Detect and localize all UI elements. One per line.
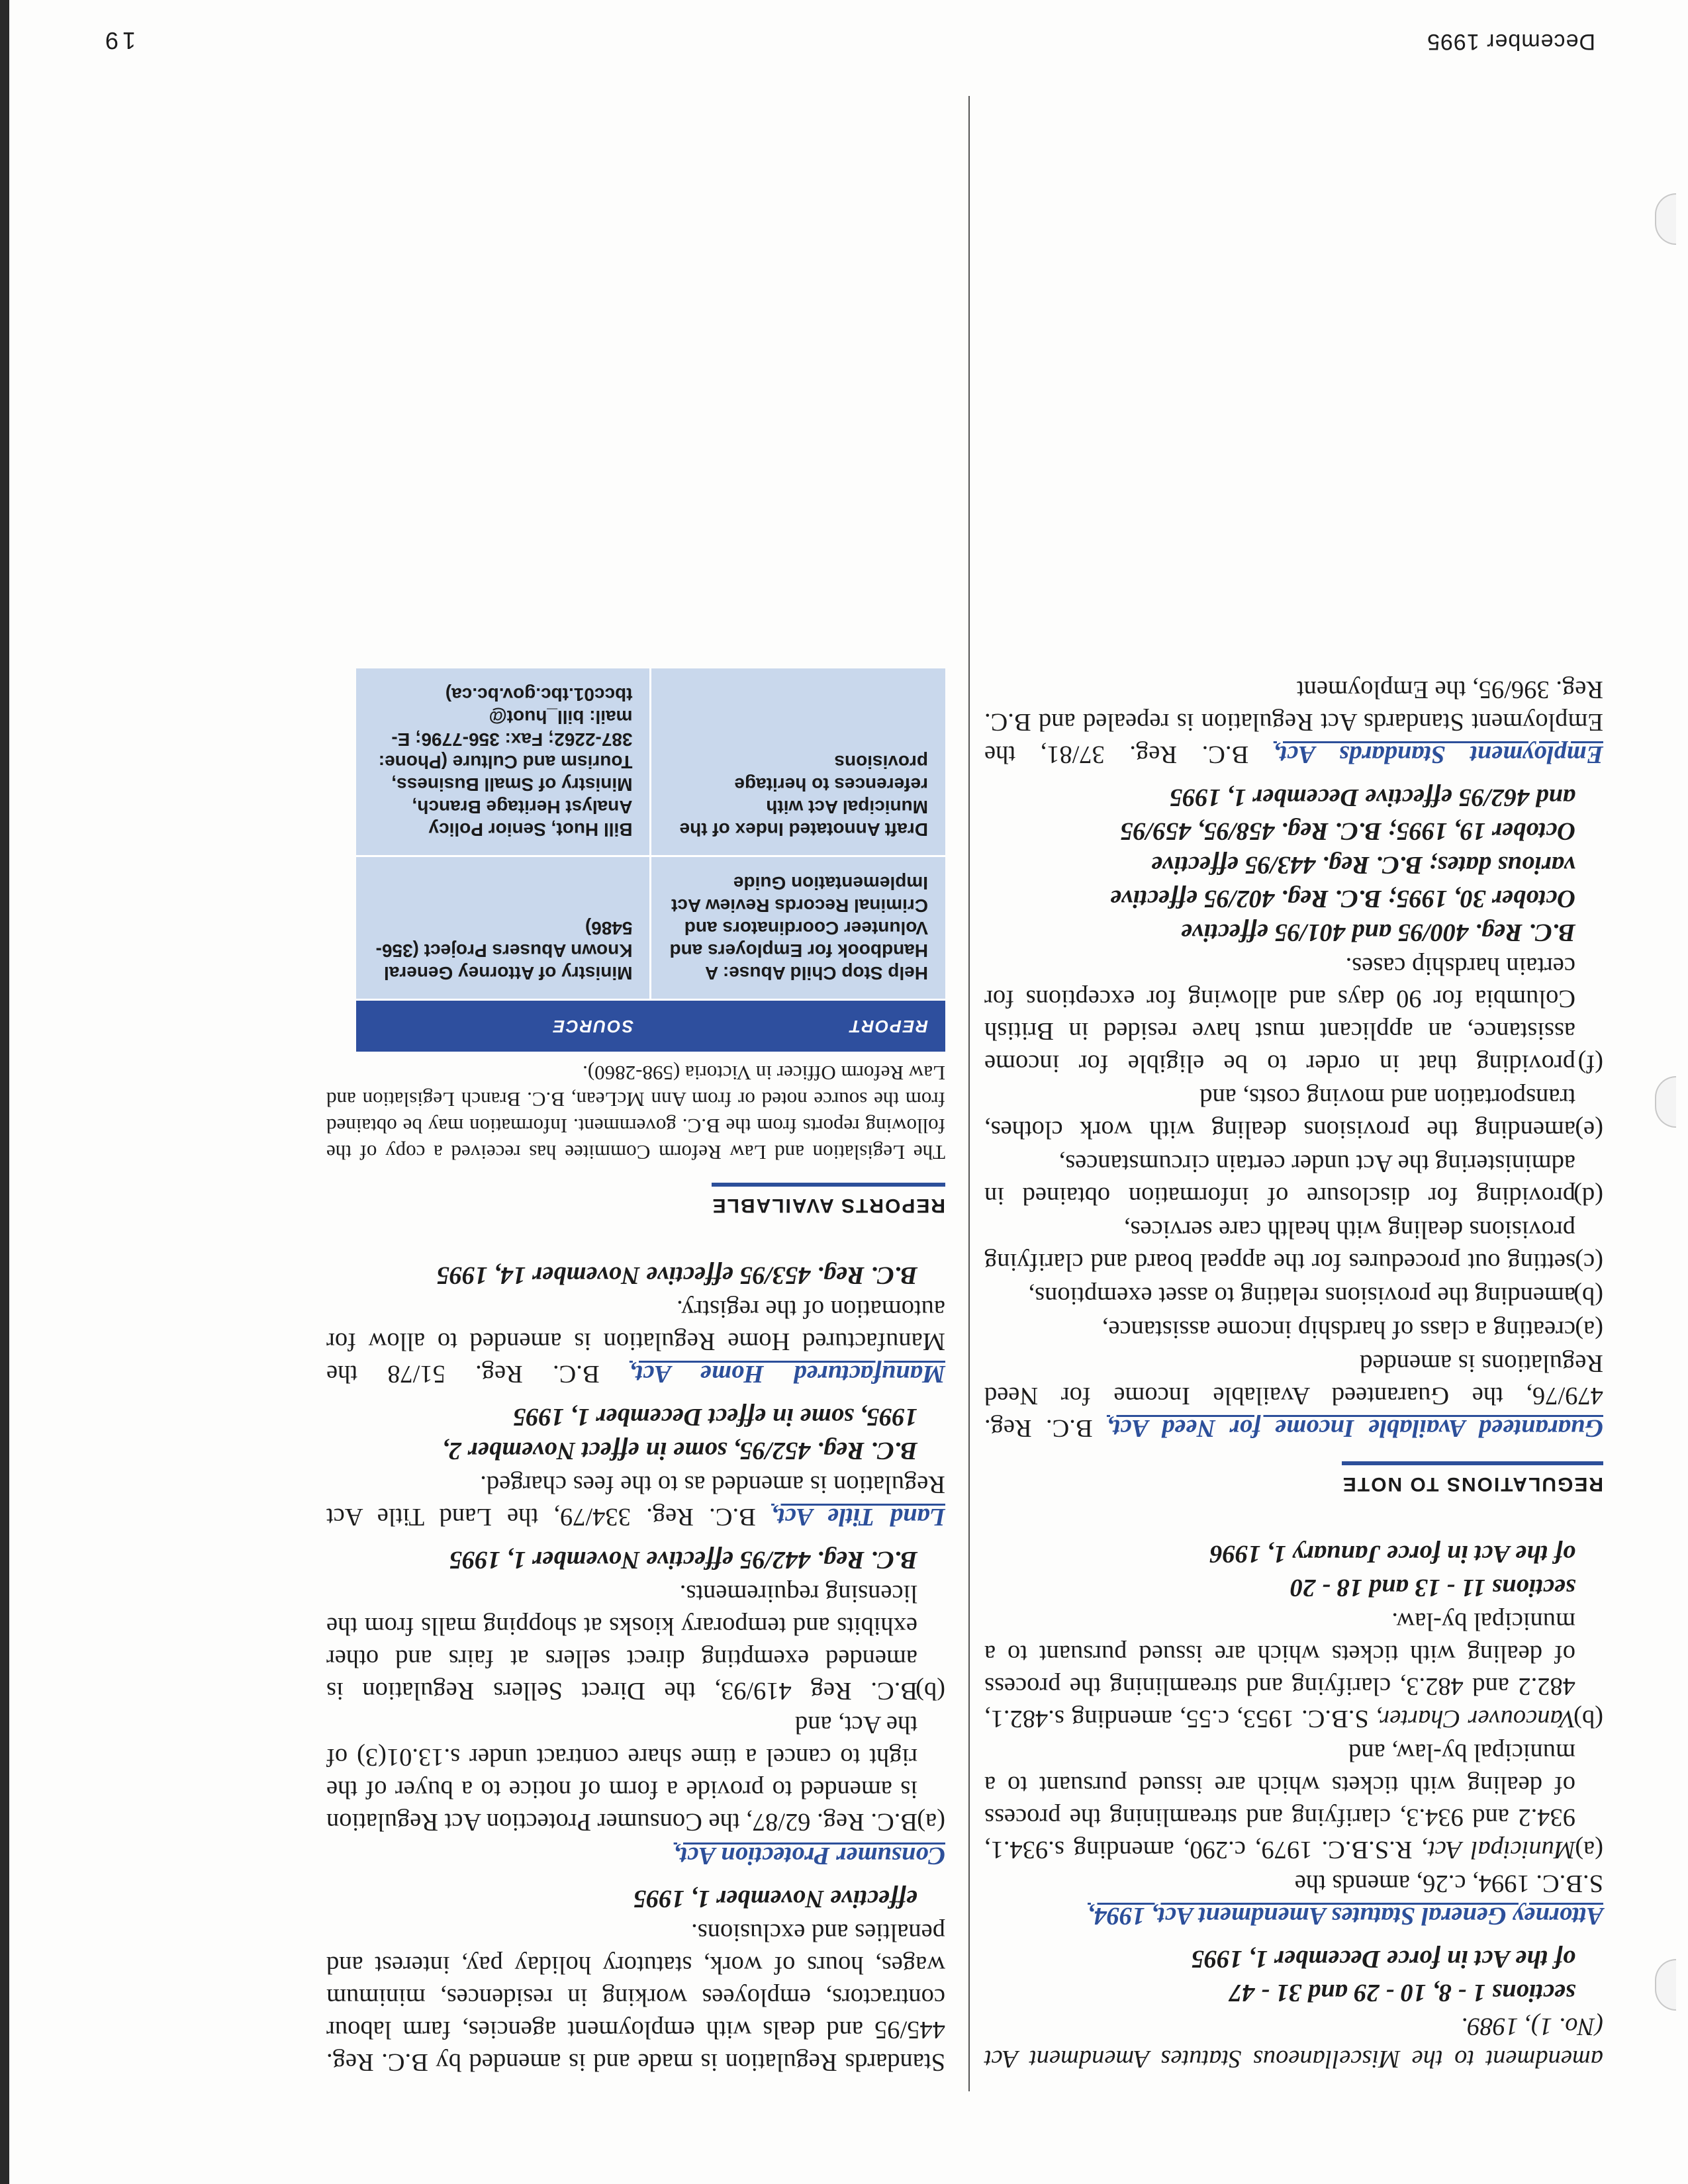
reports-table	[356, 668, 945, 1052]
gain-title: Guaranteed Available Income for Need Act,	[1106, 1414, 1603, 1442]
item-text: amending the provisions dealing with work clothes, transportation and moving costs, and	[984, 1083, 1575, 1144]
item-text: setting out procedures for the appeal board and clarifying provisions dealing with health care services,	[984, 1216, 1575, 1276]
source-cell: Ministry of Attorney General Known Abusers Project (356-5486)	[356, 856, 651, 1000]
list-item	[984, 1279, 1603, 1312]
list-item	[984, 1313, 1603, 1345]
report-cell: Draft Annotated Index of the Municipal Act with references to heritage provisions	[651, 668, 945, 856]
item-text: S.B.C. 1953, c.55, amending s.482.1, 482.2 and 482.3, clarifying and streamlining the process of dealing with tickets which are issued pursuant to a municipal by-law.	[984, 1608, 1575, 1733]
list-item	[984, 950, 1603, 1079]
source-cell: Bill Huot, Senior Policy Analyst Heritage Branch, Ministry of Small Business, Tourism and Culture (Phone: 387-2262; Fax: 356-7796; E-mail: bill_huot@ tbcc01.tbc.gov.bc.ca)	[356, 668, 651, 856]
item-label: (b)	[1573, 1705, 1603, 1733]
agsa-entry	[984, 1867, 1603, 1932]
item-title: Municipal Act,	[1421, 1836, 1575, 1864]
reports-intro: The Legislation and Law Reform Commitee has received a copy of the following reports from the B.C. government. Information may be obtained from the source noted or from Ann McLean, B.C. Branch Legislation and Law Reform Officer in Victoria (598-2860).	[326, 1062, 945, 1164]
page-number: 19	[101, 27, 136, 54]
agsa-title: Attorney General Statutes Amendment Act, 1994,	[1088, 1902, 1603, 1930]
list-item	[984, 1736, 1603, 1866]
effective-line: B.C. Reg. 442/95 effective November 1, 1995	[449, 1546, 917, 1574]
gain-body: B.C. Reg. 479/76, the Guaranteed Available Income for Need Regulations is amended	[984, 1349, 1603, 1442]
item-text: providing that in order to be eligible for income assistance, an applicant must have resided in British Columbia for 90 days and allowing for exceptions for certain hardship cases.	[984, 952, 1575, 1077]
punch-hole	[1655, 1959, 1676, 2011]
mha-title: Manufactured Home Act,	[629, 1360, 945, 1388]
item-label: (a)	[1575, 1316, 1603, 1343]
lta-entry	[326, 1468, 945, 1533]
item-label: (b)	[1573, 1282, 1603, 1310]
item-title: Vancouver Charter,	[1376, 1705, 1575, 1733]
list-item	[326, 1708, 945, 1838]
mha-body: B.C. Reg. 51/78 the Manufactured Home Regulation is amended to allow for automation of the registry.	[326, 1295, 945, 1388]
effective-line: sections 11 - 13 and 18 - 20	[1289, 1574, 1575, 1602]
table-row	[356, 856, 945, 1000]
left-column	[984, 672, 1603, 2075]
effective-line: sections 1 - 8, 10 - 29 and 31 - 47	[1229, 1979, 1575, 2007]
item-text: B.C. Reg 419/93, the Direct Sellers Regulation is amended exempting direct sellers at fairs and other exhibits and temporary kiosks at shopping malls from the licensing requirements.	[326, 1580, 917, 1705]
item-text: providing for disclosure of information obtained in administering the Act under certain circumstances,	[984, 1150, 1575, 1210]
gain-items-list	[984, 950, 1603, 1345]
esa-entry	[984, 673, 1603, 770]
effective-line: effective November 1, 1995	[633, 1885, 917, 1913]
list-item	[984, 1605, 1603, 1735]
effective-line: 1995, some in effect December 1, 1995	[513, 1403, 917, 1431]
cpa-title: Consumer Protection Act,	[673, 1842, 945, 1870]
report-cell: Help Stop Child Abuse: A Handbook for Employers and Volunteer Coordinators and Criminal Records Review Act Implementation Guide	[651, 856, 945, 1000]
effective-line: B.C. Reg. 453/95 effective November 14, 1995	[436, 1261, 917, 1289]
list-item	[984, 1081, 1603, 1146]
item-label: (f)	[1577, 1050, 1603, 1077]
item-text: B.C. Reg. 62/87, the Consumer Protection Act Regulation is amended to provide a form of notice to a buyer of the right to cancel a time share contract under s.13.01(3) of the Act, and	[326, 1711, 917, 1836]
list-item	[984, 1147, 1603, 1212]
item-label: (a)	[917, 1808, 945, 1836]
item-text: creating a class of hardship income assistance,	[1102, 1316, 1575, 1343]
item-label: (d)	[1573, 1182, 1603, 1210]
section-heading: REPORTS AVAILABLE	[712, 1183, 945, 1222]
gain-entry	[984, 1347, 1603, 1444]
list-item	[326, 1577, 945, 1707]
right-column	[326, 668, 945, 2078]
agsa-body: S.B.C. 1994, c.26, amends the	[1294, 1870, 1603, 1897]
effective-line: of the Act in force December 1, 1995	[1191, 1945, 1575, 1973]
cpa-entry	[326, 1839, 945, 1872]
item-label: (c)	[1575, 1248, 1603, 1276]
page-date: December 1995	[1427, 29, 1595, 54]
effective-line: of the Act in force January 1, 1996	[1209, 1540, 1575, 1568]
effective-line: B.C. Reg. 452/95, some in effect November 2,	[442, 1437, 917, 1465]
lta-title: Land Title Act,	[771, 1503, 945, 1531]
effective-line: and 462/95 effective December 1, 1995	[1170, 784, 1575, 811]
item-text: amending the provisions relating to asset exemptions,	[1028, 1282, 1575, 1310]
effective-line: October 30, 1995; B.C. Reg. 402/95 effective	[1110, 885, 1575, 913]
scan-edge	[0, 0, 9, 2184]
section-heading: REGULATIONS TO NOTE	[1342, 1461, 1603, 1500]
esa-continuation: Standards Regulation is made and is amended by B.C. Reg. 445/95 and deals with employment agencies, farm labour contractors, employees working in residences, minimum wages, hours of work, statutory holiday pay, interest and penalties and exclusions.	[326, 1919, 945, 2076]
column-header-report: REPORT	[651, 1000, 945, 1052]
list-item	[984, 1213, 1603, 1278]
table-header-row	[356, 1000, 945, 1052]
table-row	[356, 668, 945, 856]
column-divider	[968, 96, 970, 2091]
mha-entry	[326, 1293, 945, 1390]
effective-line: B.C. Reg. 400/95 and 401/95 effective	[1181, 919, 1575, 946]
effective-line: October 19, 1995; B.C. Reg. 458/95, 459/95	[1120, 817, 1575, 845]
punch-hole	[1655, 1076, 1676, 1128]
item-label: (a)	[1575, 1836, 1603, 1864]
effective-line: various dates; B.C. Reg. 443/95 effective	[1151, 851, 1575, 879]
esa-body: B.C. Reg. 37/81, the Employment Standards Act Regulation is repealed and B.C. Reg. 396/95, the Employment	[984, 676, 1603, 768]
punch-hole	[1655, 193, 1676, 245]
esa-title: Employment Standards Act,	[1273, 741, 1603, 768]
item-text: R.S.B.C. 1979, c.290, amending s.934.1, 934.2 and 934.3, clarifying and streamlining the process of dealing with tickets which are issued pursuant to a municipal by-law, and	[984, 1739, 1575, 1864]
lta-body: B.C. Reg. 334/79, the Land Title Act Regulation is amended as to the fees charged.	[326, 1471, 945, 1531]
item-label: (b)	[915, 1677, 945, 1705]
intro-paragraph: amendment to the Miscellaneous Statutes Amendment Act (No. 1), 1989.	[984, 2013, 1603, 2073]
column-header-source: SOURCE	[356, 1000, 651, 1052]
item-label: (e)	[1575, 1116, 1603, 1144]
